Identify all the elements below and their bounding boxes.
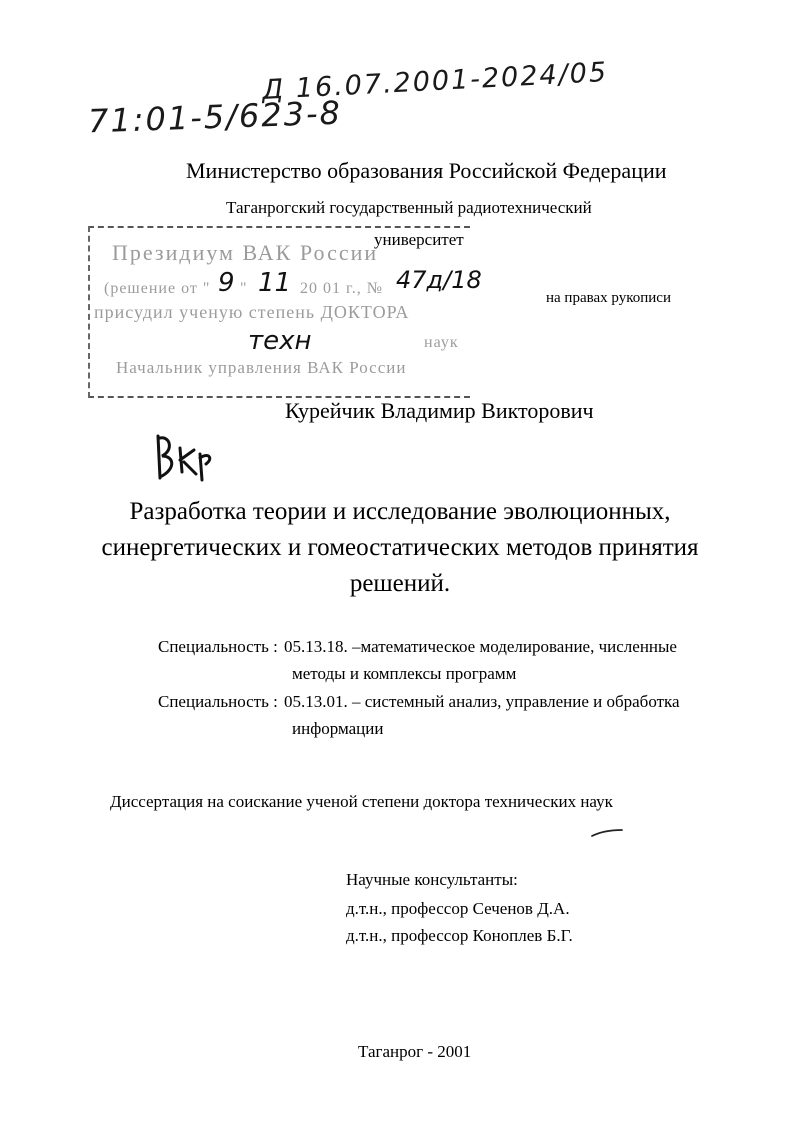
registry-number-top: Д 16.07.2001-2024/05 bbox=[261, 56, 609, 107]
author-name: Курейчик Владимир Викторович bbox=[285, 398, 594, 423]
specialty-1-line1: 05.13.18. –математическое моделирование, численные bbox=[284, 637, 677, 656]
stamp-line-head: Начальник управления ВАК России bbox=[116, 358, 407, 377]
consultant-2: д.т.н., профессор Коноплев Б.Г. bbox=[346, 926, 573, 945]
specialty-2-line1: 05.13.01. – системный анализ, управление и обработка bbox=[284, 692, 680, 711]
stamp-line-decision-mid: " bbox=[240, 280, 248, 297]
consultants-heading: Научные консультанты: bbox=[346, 870, 518, 889]
stamp-line-degree: присудил ученую степень ДОКТОРА bbox=[94, 302, 410, 322]
university-name-line1: Таганрогский государственный радиотехнический bbox=[226, 198, 592, 217]
stamp-line-field-suffix: наук bbox=[424, 334, 459, 351]
manuscript-rights-label: на правах рукописи bbox=[546, 290, 671, 306]
stamp-line-decision-year: 20 01 г., № bbox=[300, 280, 384, 297]
specialty-1-label: Специальность : bbox=[158, 637, 278, 656]
university-name-line2: университет bbox=[374, 230, 464, 249]
ministry-heading: Министерство образования Российской Федерации bbox=[186, 158, 667, 183]
pen-mark bbox=[590, 826, 624, 840]
specialty-2-label: Специальность : bbox=[158, 692, 278, 711]
dissertation-title bbox=[100, 494, 700, 602]
consultant-1: д.т.н., профессор Сеченов Д.А. bbox=[346, 899, 570, 918]
stamp-decision-month: 11 bbox=[258, 268, 292, 298]
title-line-1: Разработка теории и исследование эволюционных, bbox=[129, 498, 671, 525]
dissertation-degree-statement: Диссертация на соискание ученой степени доктора технических наук bbox=[110, 792, 613, 811]
stamp-field-handwritten: техн bbox=[248, 326, 312, 356]
specialty-2-line2: информации bbox=[292, 719, 384, 738]
title-line-3: решений. bbox=[349, 570, 451, 597]
stamp-decision-day: 9 bbox=[218, 268, 235, 298]
author-signature bbox=[150, 428, 220, 488]
stamp-line-presidium: Президиум ВАК России bbox=[112, 240, 379, 265]
place-and-year: Таганрог - 2001 bbox=[358, 1042, 472, 1061]
stamp-decision-number: 47д/18 bbox=[396, 266, 482, 294]
title-line-2: синергетических и гомеостатических методов принятия bbox=[101, 534, 699, 561]
registry-number-left: 71:01-5/623-8 bbox=[87, 93, 343, 141]
specialty-1-line2: методы и комплексы программ bbox=[292, 664, 517, 683]
stamp-line-decision-prefix: (решение от " bbox=[104, 280, 211, 297]
